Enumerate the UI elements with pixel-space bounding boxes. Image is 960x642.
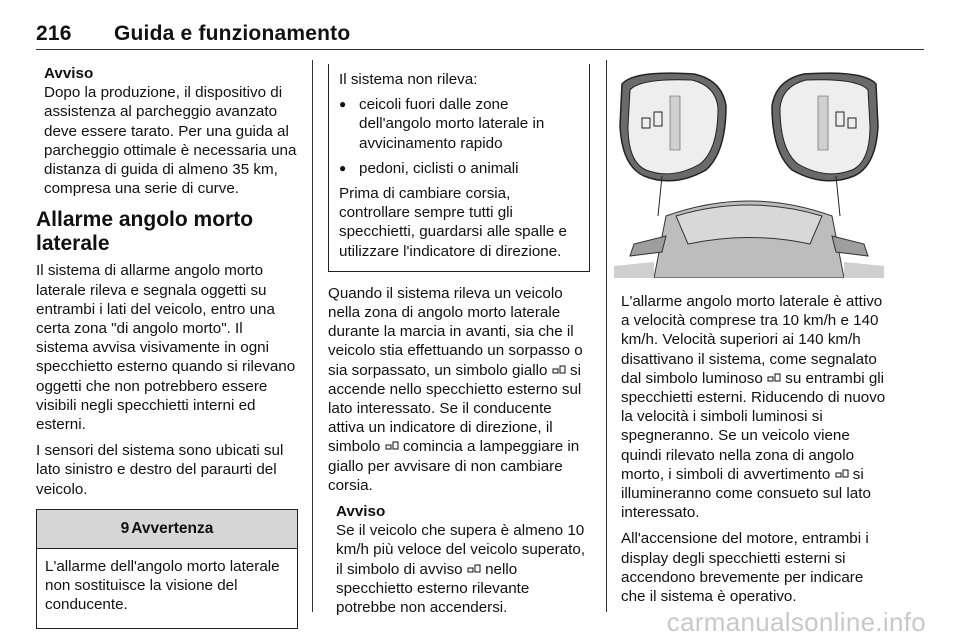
speed-range-paragraph: L'allarme angolo morto laterale è attivo a velocità comprese tra 10 km/h e 140 km/h. Velocità superiori ai 140 km/h disattivano il sistema, come segnalato dal simbolo luminoso su entrambi gli specchietti esterni. Riducendo di nuovo la velocità i simboli luminosi si spegneranno. Se un veicolo viene quindi rilevato nella zona di angolo morto, i simboli di avvertimento si illumineranno come consueto sul lato interessato. <box>621 293 886 522</box>
page-header <box>36 22 350 46</box>
note-text: Se il veicolo che supera è almeno 10 km/h più veloce del veicolo superato, il simbolo di avviso nello specchietto esterno rilevante potrebbe non accendersi. <box>336 522 586 617</box>
calibration-note <box>36 64 298 198</box>
warning-triangle-icon: 9 <box>120 519 130 537</box>
column-2 <box>328 64 590 617</box>
column-divider-1 <box>312 60 313 612</box>
note-title: Avviso <box>44 65 94 82</box>
warning-box <box>36 509 298 630</box>
warning-title: Avvertenza <box>131 519 214 537</box>
bullet-text: ceicoli fuori dalle zone dell'angolo morto laterale in avvicinamento rapido <box>359 96 545 152</box>
blind-spot-warning-icon <box>467 564 481 574</box>
warning-header <box>37 510 297 549</box>
bullet-item: ● ceicoli fuori dalle zone dell'angolo morto laterale in avvicinamento rapido <box>339 95 579 153</box>
sensor-paragraph: I sensori del sistema sono ubicati sul lato sinistro e destro del paraurti del veicolo. <box>36 442 284 498</box>
warning-text: L'allarme dell'angolo morto laterale non sostituisce la visione del conducente. <box>45 557 280 614</box>
bullet-text: pedoni, ciclisti o animali <box>359 159 519 177</box>
page-number: 216 <box>36 22 72 45</box>
blind-spot-warning-icon <box>552 365 566 375</box>
column-divider-2 <box>606 60 607 612</box>
header-rule <box>36 49 924 50</box>
box-outro: Prima di cambiare corsia, controllare sempre tutti gli specchietti, guardarsi alle spalle e utilizzare l'indicatore di direzione. <box>339 185 567 260</box>
mirror-illustration <box>614 66 884 278</box>
continued-warning-box <box>328 64 590 272</box>
intro-paragraph: Il sistema di allarme angolo morto laterale rileva e segnala oggetti su entrambi i lati del veicolo, entro una certa zona "di angolo morto". Il sistema avvisa visivamente in ogni specchietto esterno quando si rilevano oggetti che non potrebbero essere visibili negli specchietti interni ed esterni. <box>36 262 296 434</box>
column-1 <box>36 64 298 629</box>
section-title: Guida e funzionamento <box>114 22 351 45</box>
column-3 <box>621 292 887 606</box>
blind-spot-warning-icon <box>385 441 399 451</box>
blind-spot-warning-icon <box>767 373 781 383</box>
section-heading: Allarme angolo morto laterale <box>36 208 254 256</box>
speed-note <box>328 502 590 617</box>
watermark: carmanualsonline.info <box>666 607 926 637</box>
bullet-item: ● pedoni, ciclisti o animali <box>339 159 579 178</box>
box-intro: Il sistema non rileva: <box>339 71 478 88</box>
detection-paragraph: Quando il sistema rileva un veicolo nella zona di angolo morto laterale durante la marcia in avanti, sia che il veicolo stia effettuando un sorpasso o sia sorpassato, un simbolo giallo si accende nello specchietto esterno sul lato interessato. Se il conducente attiva un indicatore di direzione, il simbolo comincia a lampeggiare in giallo per avvisare di non cambiare corsia. <box>328 284 583 494</box>
note-text: Dopo la produzione, il dispositivo di assistenza al parcheggio avanzato deve essere tarato. Per una guida al parcheggio ottimale è necessaria una distanza di guida di almeno 35 km, compresa una serie di curve. <box>44 84 297 198</box>
startup-paragraph: All'accensione del motore, entrambi i display degli specchietti esterni si accendono brevemente per indicare che il sistema è operativo. <box>621 530 869 606</box>
note-title: Avviso <box>336 503 386 521</box>
blind-spot-warning-icon <box>835 469 849 479</box>
